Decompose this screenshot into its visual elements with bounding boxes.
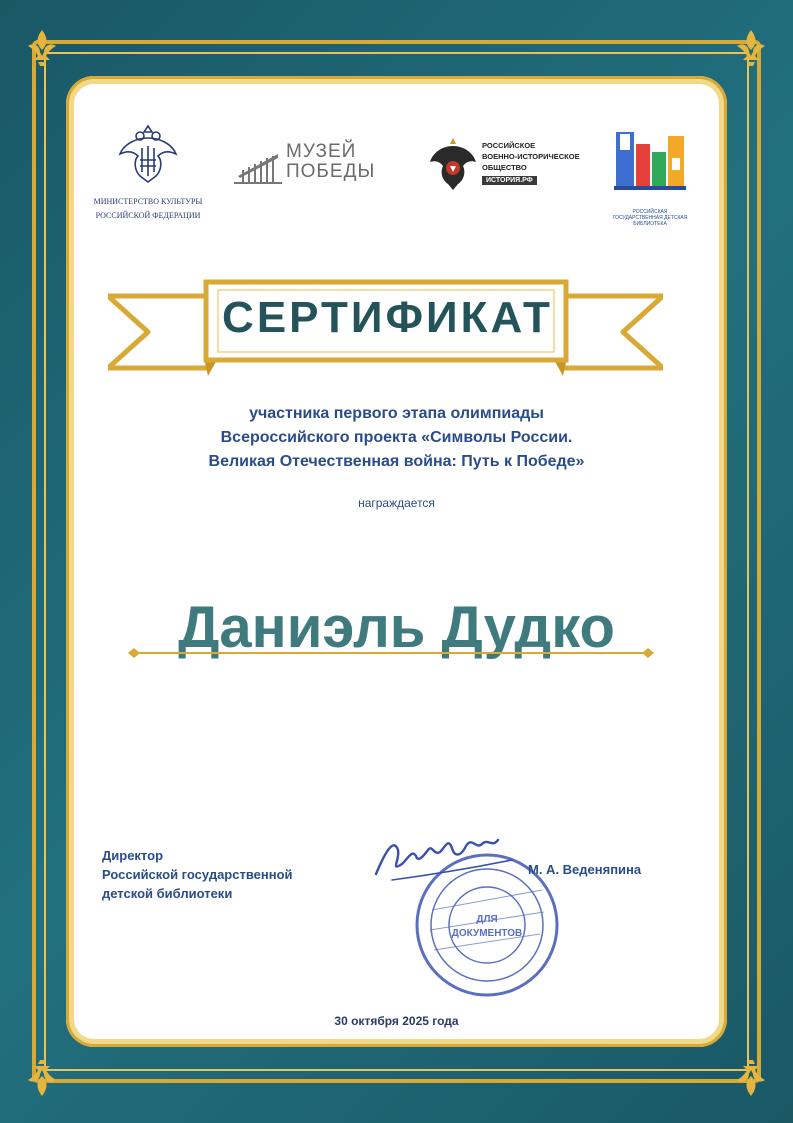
- rvio-eagle-icon: [428, 136, 478, 192]
- subtitle-line-1: участника первого этапа олимпиады: [249, 405, 544, 422]
- subtitle-line-2: Всероссийского проекта «Символы России.: [220, 429, 573, 446]
- muzey-line2: ПОБЕДЫ: [286, 161, 376, 182]
- certificate-subtitle: [150, 402, 643, 474]
- rvio-logo: [428, 136, 588, 206]
- ministry-caption-line1: МИНИСТЕРСТВО КУЛЬТУРЫ: [93, 197, 203, 206]
- signer-role: [102, 846, 362, 903]
- victory-museum-logo: [232, 140, 376, 190]
- fleur-de-lis-icon: [729, 26, 773, 70]
- signer-role-line2: Российской государственной: [102, 867, 293, 882]
- museum-colonnade-icon: [232, 146, 284, 186]
- certificate-title: СЕРТИФИКАТ: [222, 293, 553, 342]
- ministry-caption-line2: РОССИЙСКОЙ ФЕДЕРАЦИИ: [95, 211, 201, 220]
- awarded-label: награждается: [358, 496, 435, 510]
- stamp-text-2: ДОКУМЕНТОВ: [451, 928, 523, 939]
- signer-role-line1: Директор: [102, 848, 164, 863]
- stamp-text-1: ДЛЯ: [476, 914, 498, 925]
- handwritten-signature: [372, 830, 522, 890]
- rgdb-logo: [610, 128, 690, 228]
- signer-role-line3: детской библиотеки: [102, 886, 233, 901]
- fleur-de-lis-icon: [729, 1056, 773, 1100]
- fleur-de-lis-icon: [20, 1056, 64, 1100]
- muzey-line1: МУЗЕЙ: [286, 141, 357, 162]
- logos-row: [0, 120, 793, 230]
- rvio-line3: ОБЩЕСТВО: [482, 163, 527, 172]
- fleur-de-lis-icon: [20, 26, 64, 70]
- double-headed-eagle-icon: [116, 120, 180, 188]
- rvio-badge: ИСТОРИЯ.РФ: [482, 176, 537, 185]
- rvio-line2: ВОЕННО-ИСТОРИЧЕСКОЕ: [482, 152, 580, 161]
- rgdb-mark-icon: [612, 128, 688, 202]
- rvio-line1: РОССИЙСКОЕ: [482, 141, 536, 150]
- rgdb-caption: РОССИЙСКАЯ ГОСУДАРСТВЕННАЯ ДЕТСКАЯ БИБЛИОТЕКА: [612, 209, 688, 227]
- subtitle-line-3: Великая Отечественная война: Путь к Победе»: [208, 453, 585, 470]
- issue-date: 30 октября 2025 года: [334, 1014, 459, 1028]
- ministry-culture-logo: [88, 120, 208, 221]
- signer-name: М. А. Веденяпина: [528, 862, 642, 877]
- recipient-name: Даниэль Дудко: [178, 595, 615, 660]
- name-underline: [126, 646, 656, 660]
